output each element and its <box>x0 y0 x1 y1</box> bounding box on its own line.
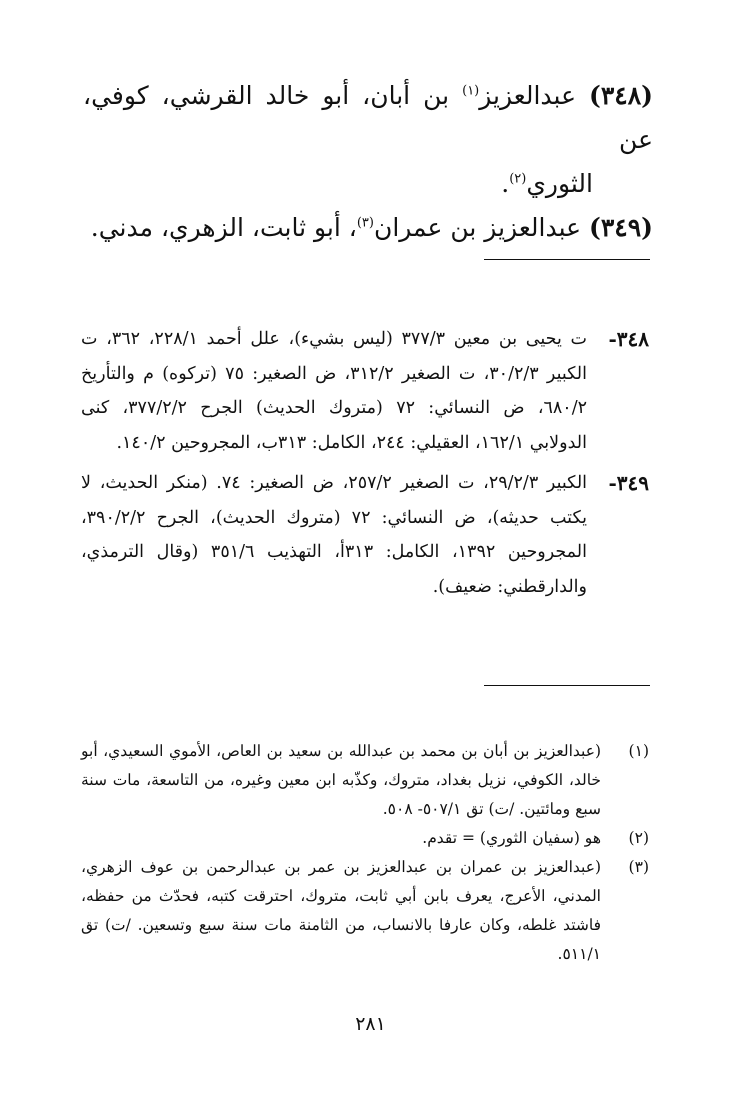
divider-2 <box>484 685 650 686</box>
entry-number: (٣٤٩) <box>589 213 653 242</box>
main-entries <box>83 74 653 250</box>
footnote-label: (١) <box>628 742 649 760</box>
footnote-text: (عبدالعزيز بن عمران بن عبدالعزيز بن عمر بن عبدالرحمن بن عوف الزهري، المدني، الأعرج، يعرف بابن أبي ثابت، متروك، احترقت كتبه، فحدّث من حفظه، فاشتد غلطه، وكان عارفا بالانساب، من الثامنة مات سنة سبع وتسعين. /ت) تق ٥١١/١. <box>81 858 601 963</box>
entry-text: عبدالعزيز <box>479 81 577 110</box>
entry-text: ، أبو ثابت، الزهري، مدني. <box>90 213 357 242</box>
footnote-text: (عبدالعزيز بن أبان بن محمد بن عبدالله بن سعيد بن العاص، الأموي السعيدي، أبو خالد، الكوفي، نزيل بغداد، متروك، وكذّبه ابن معين وغيره، من التاسعة، مات سنة سبع ومائتين. /ت) تق ٥٠٧/١- ٥٠٨. <box>81 742 601 818</box>
divider-1 <box>484 259 650 260</box>
footnote-marker[interactable]: (١) <box>462 83 480 99</box>
footnotes <box>81 737 649 969</box>
footnote-label: (٢) <box>628 829 649 847</box>
entry-punctuation: . <box>501 169 510 198</box>
entry-text: عبدالعزيز بن عمران <box>373 213 582 242</box>
footnote-marker[interactable]: (٢) <box>509 171 527 187</box>
footnote-3 <box>81 853 649 969</box>
entry-348 <box>83 74 653 206</box>
annotation-label: ٣٤٨- <box>608 327 649 351</box>
footnote-label: (٣) <box>628 858 649 876</box>
annotation-label: ٣٤٩- <box>608 471 649 495</box>
footnote-1 <box>81 737 649 824</box>
annotation-348 <box>81 322 649 460</box>
entry-number: (٣٤٨) <box>589 81 654 110</box>
entry-text: بن أبان، أبو خالد القرشي، كوفي، عن <box>83 81 653 154</box>
annotation-349 <box>81 466 649 604</box>
annotation-text: الكبير ٢٩/٢/٣، ت الصغير ٢٥٧/٢، ض الصغير: ٧٤. (منكر الحديث، لا يكتب حديثه)، ض النسائي: ٧٢ (متروك الحديث)، الجرح ٣٩٠/٢/٢، المجروحين ١٣٩٢، الكامل: ٣١٣أ، التهذيب ٣٥١/٦ (وقال الترمذي، والدارقطني: ضعيف). <box>81 473 588 597</box>
entry-349 <box>83 206 653 250</box>
page-number: ٢٨١ <box>355 1013 386 1035</box>
footnote-marker[interactable]: (٣) <box>356 215 374 231</box>
entry-text: الثوري <box>526 169 593 198</box>
annotation-block <box>81 322 649 610</box>
footnote-2 <box>81 824 649 853</box>
footnote-text: هو (سفيان الثوري) = تقدم. <box>422 829 601 847</box>
annotation-text: ت يحيى بن معين ٣٧٧/٣ (ليس بشيء)، علل أحمد ٢٢٨/١، ٣٦٢، ت الكبير ٣٠/٢/٣، ت الصغير ٣١٢/٢، ض الصغير: ٧٥ (تركوه) م والتأريخ ٦٨٠/٢، ض النسائي: ٧٢ (متروك الحديث) الجرح ٣٧٧/٢/٢، كنى الدولابي ١٦٢/١، العقيلي: ٢٤٤، الكامل: ٣١٣ب، المجروحين ١٤٠/٢. <box>81 329 588 453</box>
